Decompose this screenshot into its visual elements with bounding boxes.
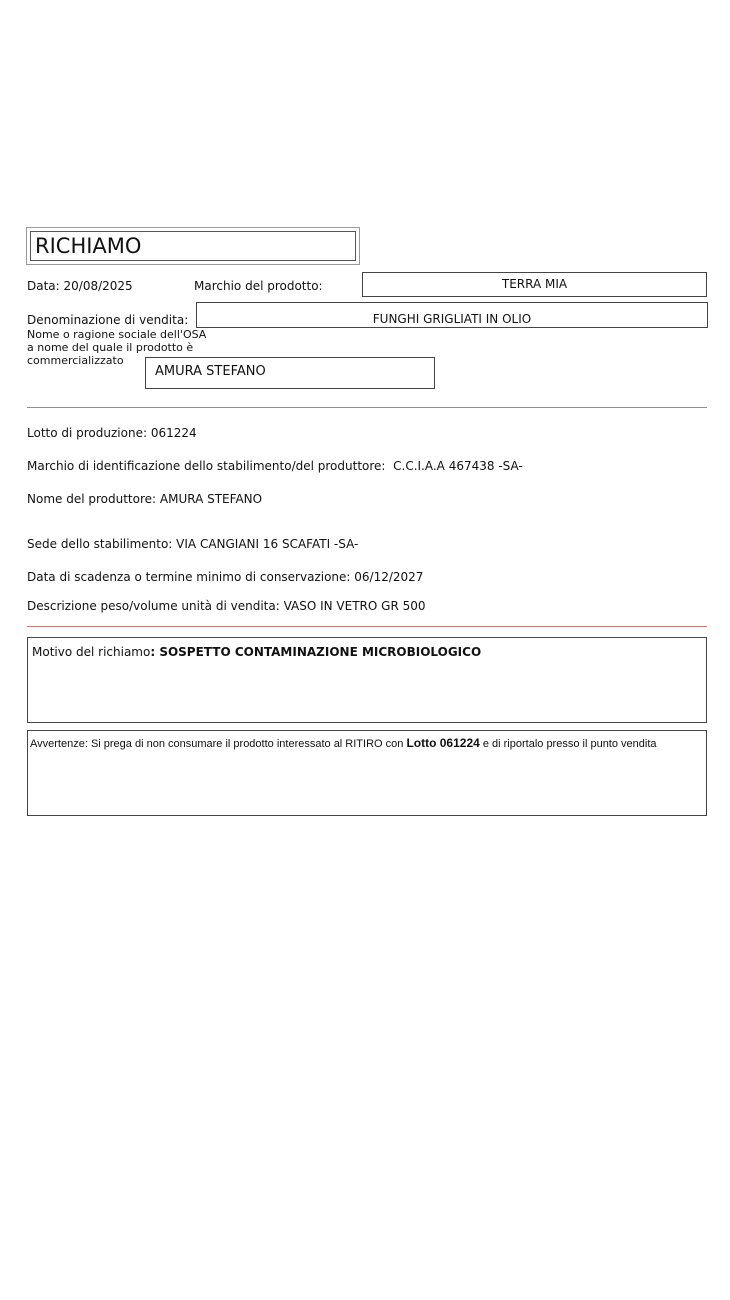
sede-label: Sede dello stabilimento: — [27, 537, 173, 551]
produttore-line — [27, 492, 262, 506]
page-title: RICHIAMO — [30, 231, 356, 261]
peso-line — [27, 599, 426, 613]
data-value: 20/08/2025 — [63, 279, 133, 293]
title-box — [26, 227, 360, 265]
divider-bottom — [27, 626, 707, 627]
avvertenze-text-after: e di riportalo presso il punto vendita — [479, 738, 657, 750]
scadenza-line — [27, 570, 423, 584]
osa-label-line2: a nome del quale il prodotto è — [27, 341, 194, 354]
produttore-label: Nome del produttore: — [27, 492, 157, 506]
avvertenze-text-before: Avvertenze: Si prega di non consumare il prodotto interessato al RITIRO con — [30, 738, 407, 750]
motivo-value: : SOSPETTO CONTAMINAZIONE MICROBIOLOGICO — [150, 645, 482, 659]
peso-value: VASO IN VETRO GR 500 — [283, 599, 426, 613]
scadenza-value: 06/12/2027 — [354, 570, 424, 584]
avvertenze-lotto: Lotto 061224 — [406, 736, 480, 750]
osa-label-line3: commercializzato — [27, 354, 124, 367]
motivo-label: Motivo del richiamo — [32, 645, 151, 659]
marchio-value: TERRA MIA — [362, 272, 707, 297]
avvertenze-box — [27, 730, 707, 816]
sede-value: VIA CANGIANI 16 SCAFATI -SA- — [176, 537, 359, 551]
sede-line — [27, 537, 358, 551]
denominazione-value: FUNGHI GRIGLIATI IN OLIO — [196, 302, 708, 328]
peso-label: Descrizione peso/volume unità di vendita: — [27, 599, 280, 613]
lotto-line — [27, 426, 197, 440]
lotto-label: Lotto di produzione: — [27, 426, 148, 440]
identificazione-label: Marchio di identificazione dello stabilimento/del produttore: — [27, 459, 386, 473]
data-field — [27, 279, 133, 293]
data-label: Data: — [27, 279, 60, 293]
denominazione-label: Denominazione di vendita: — [27, 313, 189, 327]
lotto-value: 061224 — [150, 426, 197, 440]
marchio-label: Marchio del prodotto: — [194, 279, 323, 293]
divider-top — [27, 407, 707, 408]
motivo-box — [27, 637, 707, 723]
identificazione-value: C.C.I.A.A 467438 -SA- — [393, 459, 523, 473]
osa-value: AMURA STEFANO — [145, 357, 435, 389]
scadenza-label: Data di scadenza o termine minimo di conservazione: — [27, 570, 351, 584]
osa-label-line1: Nome o ragione sociale dell'OSA — [27, 328, 207, 341]
avvertenze-text — [30, 736, 704, 751]
produttore-value: AMURA STEFANO — [159, 492, 263, 506]
identificazione-line — [27, 459, 523, 473]
